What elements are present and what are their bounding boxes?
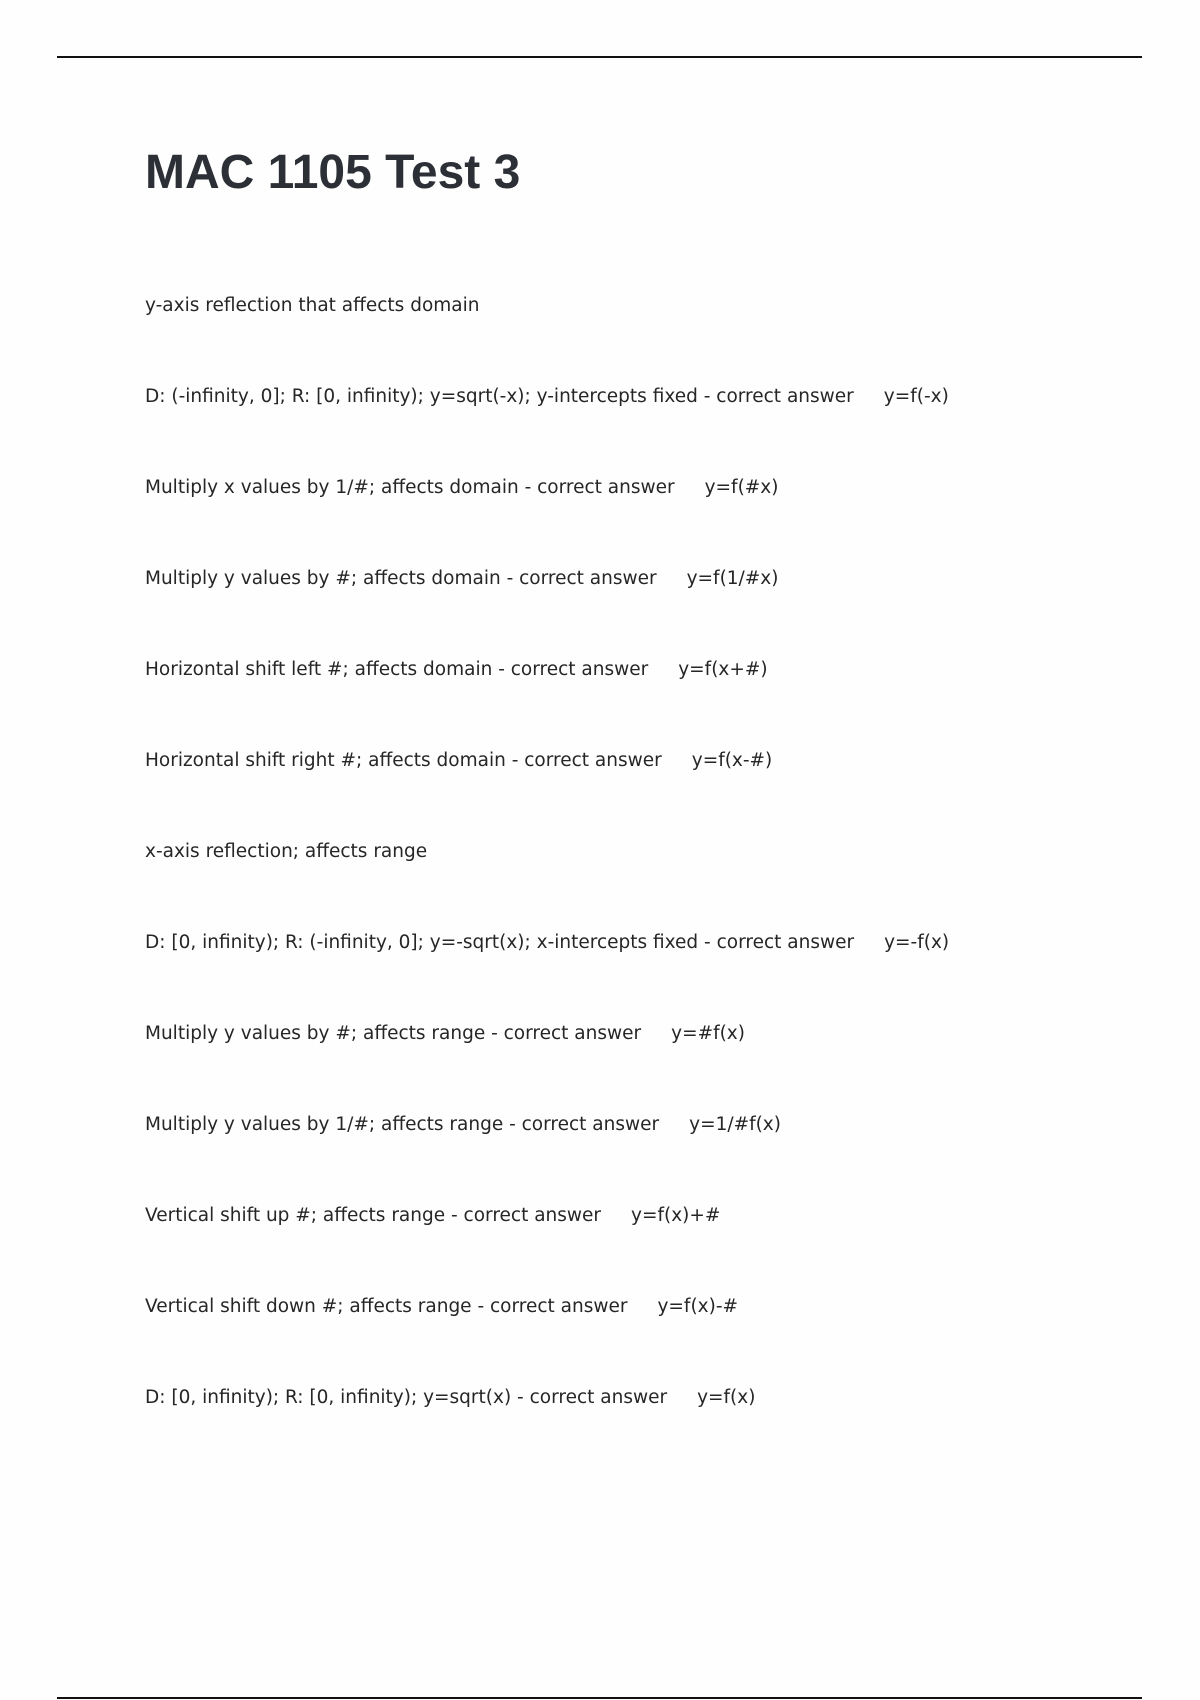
top-rule	[57, 56, 1142, 58]
entry-term: y=f(1/#x)	[686, 568, 779, 589]
entry-definition: Multiply x values by 1/#; affects domain - correct answer	[145, 477, 675, 498]
entry-definition: D: [0, infinity); R: [0, infinity); y=sqrt(x) - correct answer	[145, 1387, 668, 1408]
entry-term: y=f(x)+#	[631, 1205, 721, 1226]
entry-definition: Multiply y values by 1/#; affects range - correct answer	[145, 1114, 660, 1135]
entry	[145, 564, 1145, 655]
entry-term: y=f(x)	[697, 1387, 756, 1408]
entry-definition: D: (-infinity, 0]; R: [0, infinity); y=sqrt(-x); y-intercepts fixed - correct answer	[145, 386, 854, 407]
entry-term: y=f(x)-#	[657, 1296, 739, 1317]
entry-term: y=f(-x)	[883, 386, 949, 407]
entry-list	[145, 291, 1145, 1474]
entry	[145, 1383, 1145, 1474]
entry-term: y=1/#f(x)	[689, 1114, 781, 1135]
entry	[145, 837, 1145, 928]
entry-definition: Multiply y values by #; affects domain - correct answer	[145, 568, 657, 589]
entry-definition: Vertical shift up #; affects range - correct answer	[145, 1205, 602, 1226]
entry	[145, 928, 1145, 1019]
entry-definition: x-axis reflection; affects range	[145, 841, 428, 862]
entry	[145, 655, 1145, 746]
entry	[145, 746, 1145, 837]
entry	[145, 382, 1145, 473]
bottom-rule	[57, 1697, 1142, 1699]
entry-definition: Horizontal shift left #; affects domain - correct answer	[145, 659, 649, 680]
entry-term: y=#f(x)	[671, 1023, 745, 1044]
entry	[145, 1292, 1145, 1383]
entry-definition: Vertical shift down #; affects range - correct answer	[145, 1296, 628, 1317]
entry	[145, 473, 1145, 564]
entry-definition: Multiply y values by #; affects range - correct answer	[145, 1023, 642, 1044]
entry-term: y=f(x-#)	[691, 750, 773, 771]
entry	[145, 1201, 1145, 1292]
entry-term: y=-f(x)	[884, 932, 950, 953]
entry-definition: Horizontal shift right #; affects domain - correct answer	[145, 750, 662, 771]
document-title: MAC 1105 Test 3	[145, 146, 521, 199]
entry	[145, 1019, 1145, 1110]
entry-term: y=f(#x)	[704, 477, 779, 498]
entry	[145, 291, 1145, 382]
entry-term: y=f(x+#)	[678, 659, 768, 680]
entry-definition: y-axis reflection that affects domain	[145, 295, 480, 316]
entry-definition: D: [0, infinity); R: (-infinity, 0]; y=-sqrt(x); x-intercepts fixed - correct answer	[145, 932, 855, 953]
entry	[145, 1110, 1145, 1201]
